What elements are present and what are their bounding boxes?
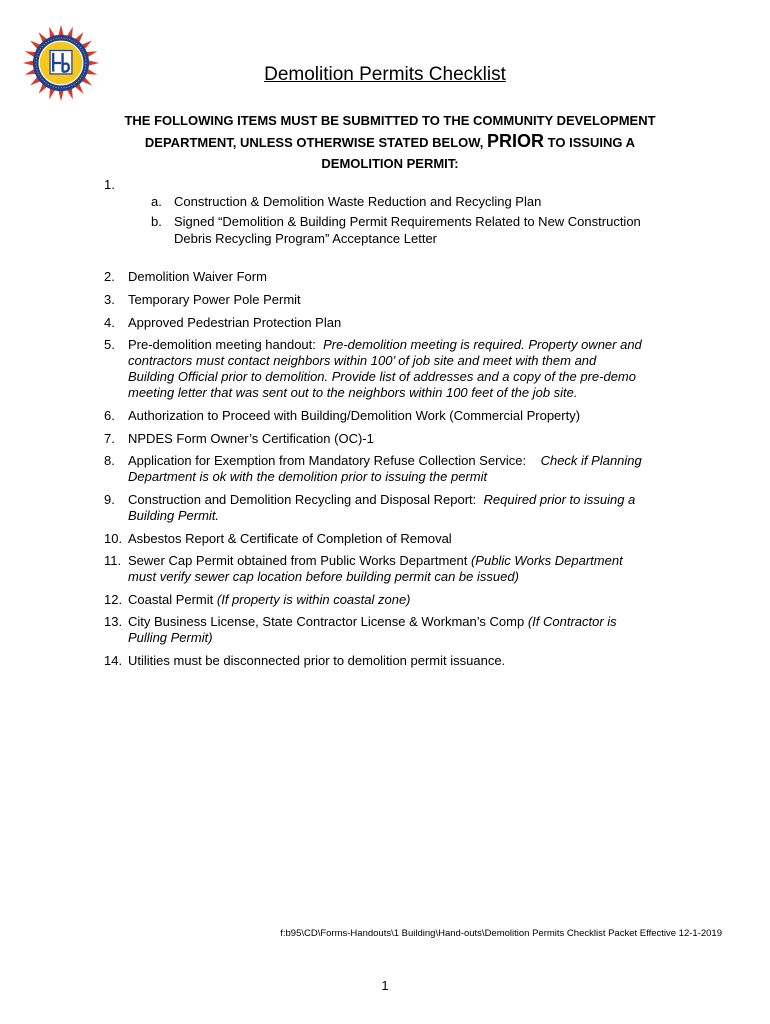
- item-9-number: 9.: [104, 492, 115, 507]
- item-5-note-line-3: Building Official prior to demolition. Provide list of addresses and a copy of the pre-demo: [128, 369, 636, 384]
- item-10-text: Asbestos Report & Certificate of Completion of Removal: [128, 531, 452, 546]
- item-14-number: 14.: [104, 653, 123, 668]
- item-1-number: 1.: [104, 177, 115, 192]
- intro-line-2-post: TO ISSUING A: [544, 135, 636, 150]
- item-4-number: 4.: [104, 315, 115, 330]
- item-5-note-line-1: Pre-demolition meeting is required. Property owner and: [323, 337, 642, 352]
- item-12-text: [128, 591, 411, 608]
- item-13-label: City Business License, State Contractor License & Workman’s Comp: [128, 614, 525, 629]
- item-1b-text-line-1: Signed “Demolition & Building Permit Requirements Related to New Construction: [174, 214, 641, 229]
- item-3-number: 3.: [104, 292, 115, 307]
- item-5-note-line-2: contractors must contact neighbors within 100’ of job site and meet with them and: [128, 353, 597, 368]
- item-7-text: NPDES Form Owner’s Certification (OC)-1: [128, 431, 374, 446]
- item-12-number: 12.: [104, 592, 123, 607]
- item-8-label: Application for Exemption from Mandatory Refuse Collection Service:: [128, 453, 527, 468]
- item-1a-text: Construction & Demolition Waste Reduction and Recycling Plan: [174, 194, 542, 209]
- intro-prior-emphasis: PRIOR: [487, 131, 545, 151]
- item-1a-letter: a.: [151, 194, 162, 209]
- item-2-text: Demolition Waiver Form: [128, 269, 267, 284]
- item-11-note-line-1: (Public Works Department: [470, 553, 623, 568]
- intro-line-1: THE FOLLOWING ITEMS MUST BE SUBMITTED TO THE COMMUNITY DEVELOPMENT: [124, 113, 656, 128]
- item-9-note-line-2: Building Permit.: [128, 508, 220, 523]
- item-5-number: 5.: [104, 337, 115, 352]
- item-14-text: Utilities must be disconnected prior to demolition permit issuance.: [128, 653, 506, 668]
- item-7-number: 7.: [104, 431, 115, 446]
- item-12-label: Coastal Permit: [128, 592, 214, 607]
- item-13-text: [128, 613, 617, 630]
- item-5-text: [128, 336, 642, 353]
- item-13-note-line-1: (If Contractor is: [527, 614, 617, 629]
- intro-line-3: DEMOLITION PERMIT:: [321, 156, 459, 171]
- item-11-label: Sewer Cap Permit obtained from Public Works Department: [128, 553, 468, 568]
- page-number: 1: [381, 978, 389, 993]
- item-5-label: Pre-demolition meeting handout:: [128, 337, 316, 352]
- footer-file-path: f:b95\CD\Forms-Handouts\1 Building\Hand-outs\Demolition Permits Checklist Packet Effective 12-1-2019: [280, 928, 722, 939]
- intro-line-2-pre: DEPARTMENT, UNLESS OTHERWISE STATED BELOW,: [144, 135, 488, 150]
- city-seal-icon: [22, 24, 100, 102]
- item-11-text: [128, 552, 623, 569]
- item-11-note-line-2: must verify sewer cap location before building permit can be issued): [128, 569, 519, 584]
- item-11-number: 11.: [104, 553, 122, 568]
- item-9-note-line-1: Required prior to issuing a: [483, 492, 636, 507]
- page-title: Demolition Permits Checklist: [264, 64, 506, 85]
- item-6-number: 6.: [104, 408, 115, 423]
- item-13-number: 13.: [104, 614, 123, 629]
- item-4-text: Approved Pedestrian Protection Plan: [128, 315, 342, 330]
- item-9-label: Construction and Demolition Recycling and Disposal Report:: [128, 492, 477, 507]
- item-10-number: 10.: [104, 531, 123, 546]
- item-8-note-line-2: Department is ok with the demolition prior to issuing the permit: [128, 469, 488, 484]
- item-13-note-line-2: Pulling Permit): [128, 630, 213, 645]
- item-8-note-line-1: Check if Planning: [540, 453, 642, 468]
- item-2-number: 2.: [104, 269, 115, 284]
- item-3-text: Temporary Power Pole Permit: [128, 292, 301, 307]
- intro-line-2: [90, 131, 690, 153]
- item-8-text: [128, 452, 642, 469]
- intro-notice: [90, 110, 690, 174]
- item-5-note-line-4: meeting letter that was sent out to the neighbors within 100 feet of the job site.: [128, 385, 578, 400]
- item-9-text: [128, 491, 635, 508]
- item-1b-letter: b.: [151, 214, 162, 229]
- item-12-note: (If property is within coastal zone): [216, 592, 411, 607]
- item-8-number: 8.: [104, 453, 115, 468]
- item-6-text: Authorization to Proceed with Building/Demolition Work (Commercial Property): [128, 408, 581, 423]
- item-1b-text-line-2: Debris Recycling Program” Acceptance Letter: [174, 231, 438, 246]
